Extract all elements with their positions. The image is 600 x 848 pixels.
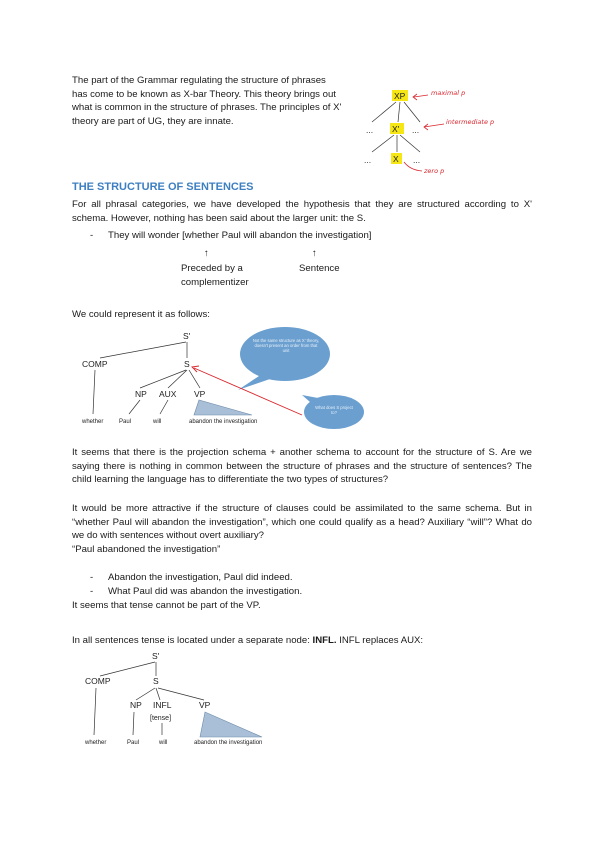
edge	[100, 662, 155, 676]
edge	[158, 688, 204, 700]
example-sentence-wonder: They will wonder [whether Paul will abandon the investigation]	[108, 230, 372, 241]
xbar-node-dots-right: ...	[412, 125, 420, 135]
tree2-word-will: will	[159, 740, 168, 746]
example-what-paul-did: What Paul did was abandon the investigation.	[108, 586, 303, 597]
tree2-word-vp: abandon the investigation	[194, 740, 263, 746]
label-sentence: Sentence	[299, 263, 340, 274]
bubble-small-text-box	[312, 405, 356, 421]
tree-two	[84, 651, 262, 746]
bubble-small-text: What does S project to?	[315, 405, 353, 416]
tree2-node-s: S	[153, 676, 159, 686]
xbar-diagram	[364, 89, 494, 175]
note-maximal: maximal p	[431, 89, 466, 97]
tree1-node-comp: COMP	[82, 359, 108, 369]
edge	[156, 688, 160, 700]
xbar-node-xbar: X'	[392, 124, 400, 134]
quote-paul-abandoned: “Paul abandoned the investigation”	[72, 544, 221, 555]
tree2-node-comp: COMP	[85, 676, 111, 686]
label-complementizer: complementizer	[181, 277, 249, 288]
xbar-node-dots-bottom-right: ...	[413, 155, 421, 165]
intro-paragraph: The part of the Grammar regulating the structure of phrases has come to be known as X-bar Theory. This theory brings out what is common in the structure of phrases. The principles of X' theory are part of UG, they are innate.	[72, 75, 342, 127]
edge	[136, 688, 155, 700]
tree2-tense: [tense]	[150, 715, 172, 722]
up-arrow-complementizer: ↑	[204, 248, 209, 259]
example-abandon-indeed: Abandon the investigation, Paul did indeed.	[108, 572, 293, 583]
tree1-node-np: NP	[135, 389, 147, 399]
infl-text-c: INFL replaces AUX:	[336, 635, 424, 646]
label-preceded: Preceded by a	[181, 263, 243, 274]
tree1-node-vp: VP	[194, 389, 206, 399]
edge	[160, 400, 168, 414]
edge	[129, 400, 140, 414]
xbar-node-dots-left: ...	[366, 125, 374, 135]
edge	[94, 688, 96, 735]
tree2-word-paul: Paul	[127, 740, 140, 746]
infl-text-a: In all sentences tense is located under a separate node:	[72, 635, 313, 646]
edge	[168, 370, 187, 388]
edge	[400, 135, 420, 152]
tree1-word-vp: abandon the investigation	[189, 419, 258, 425]
tree1-node-aux: AUX	[159, 389, 177, 399]
paragraph-phrasal-categories: For all phrasal categories, we have developed the hypothesis that they are structured according to X' schema. However, nothing has been said about the larger unit: the S.	[72, 199, 532, 224]
xbar-node-xp: XP	[394, 91, 406, 101]
xbar-node-x: X	[393, 154, 399, 164]
up-arrow-sentence: ↑	[312, 248, 317, 259]
red-arrow-icon	[414, 95, 428, 97]
paragraph-represent: We could represent it as follows:	[72, 309, 210, 320]
note-intermediate: intermediate p	[446, 118, 495, 126]
tree2-node-sbar: S'	[152, 651, 160, 661]
bubble-large-text-box	[252, 338, 320, 372]
bullet-dash: -	[90, 230, 94, 241]
edge	[100, 342, 186, 358]
tree2-node-vp: VP	[199, 700, 211, 710]
tree1-word-paul: Paul	[119, 419, 132, 425]
edge	[404, 102, 420, 122]
tree2-node-np: NP	[130, 700, 142, 710]
edge	[372, 135, 394, 152]
tree2-node-infl: INFL	[153, 700, 172, 710]
tree1-word-whether: whether	[82, 419, 104, 425]
bullet-dash: -	[90, 586, 94, 597]
section-heading: THE STRUCTURE OF SENTENCES	[72, 181, 254, 193]
paragraph-tense-vp: It seems that tense cannot be part of the VP.	[72, 600, 261, 611]
bullet-dash: -	[90, 572, 94, 583]
tree2-word-whether: whether	[85, 740, 107, 746]
tree1-word-will: will	[153, 419, 162, 425]
edge	[140, 370, 186, 388]
tree1-node-s: S	[184, 359, 190, 369]
xbar-node-dots-bottom-left: ...	[364, 155, 372, 165]
edge	[372, 102, 396, 122]
edge	[133, 712, 134, 735]
bubble-large-text: Not the same structure as X' theory, doesn't present an order from that unit	[252, 338, 320, 354]
tree1-node-sbar: S'	[183, 331, 191, 341]
edge	[189, 370, 200, 388]
paragraph-projection-schema: It seems that there is the projection schema + another schema to account for the structure of S. Are we saying there is nothing in common between the structure of phrases and the structure of sentences? The child learning the language has to differentiate the two types of structures?	[72, 447, 532, 485]
infl-text-bold: INFL.	[312, 635, 337, 646]
edge	[93, 370, 95, 414]
tree-one	[81, 327, 364, 429]
vp-triangle	[200, 712, 262, 737]
vp-triangle	[194, 400, 252, 415]
paragraph-assimilate: It would be more attractive if the structure of clauses could be assimilated to the same schema. But in “whether Paul will abandon the investigation”, which one could qualify as a head? Auxiliary “will”? What do we do with sentences without overt auxiliary?	[72, 503, 532, 541]
edge	[398, 102, 400, 122]
note-zero: zero p	[424, 167, 445, 175]
